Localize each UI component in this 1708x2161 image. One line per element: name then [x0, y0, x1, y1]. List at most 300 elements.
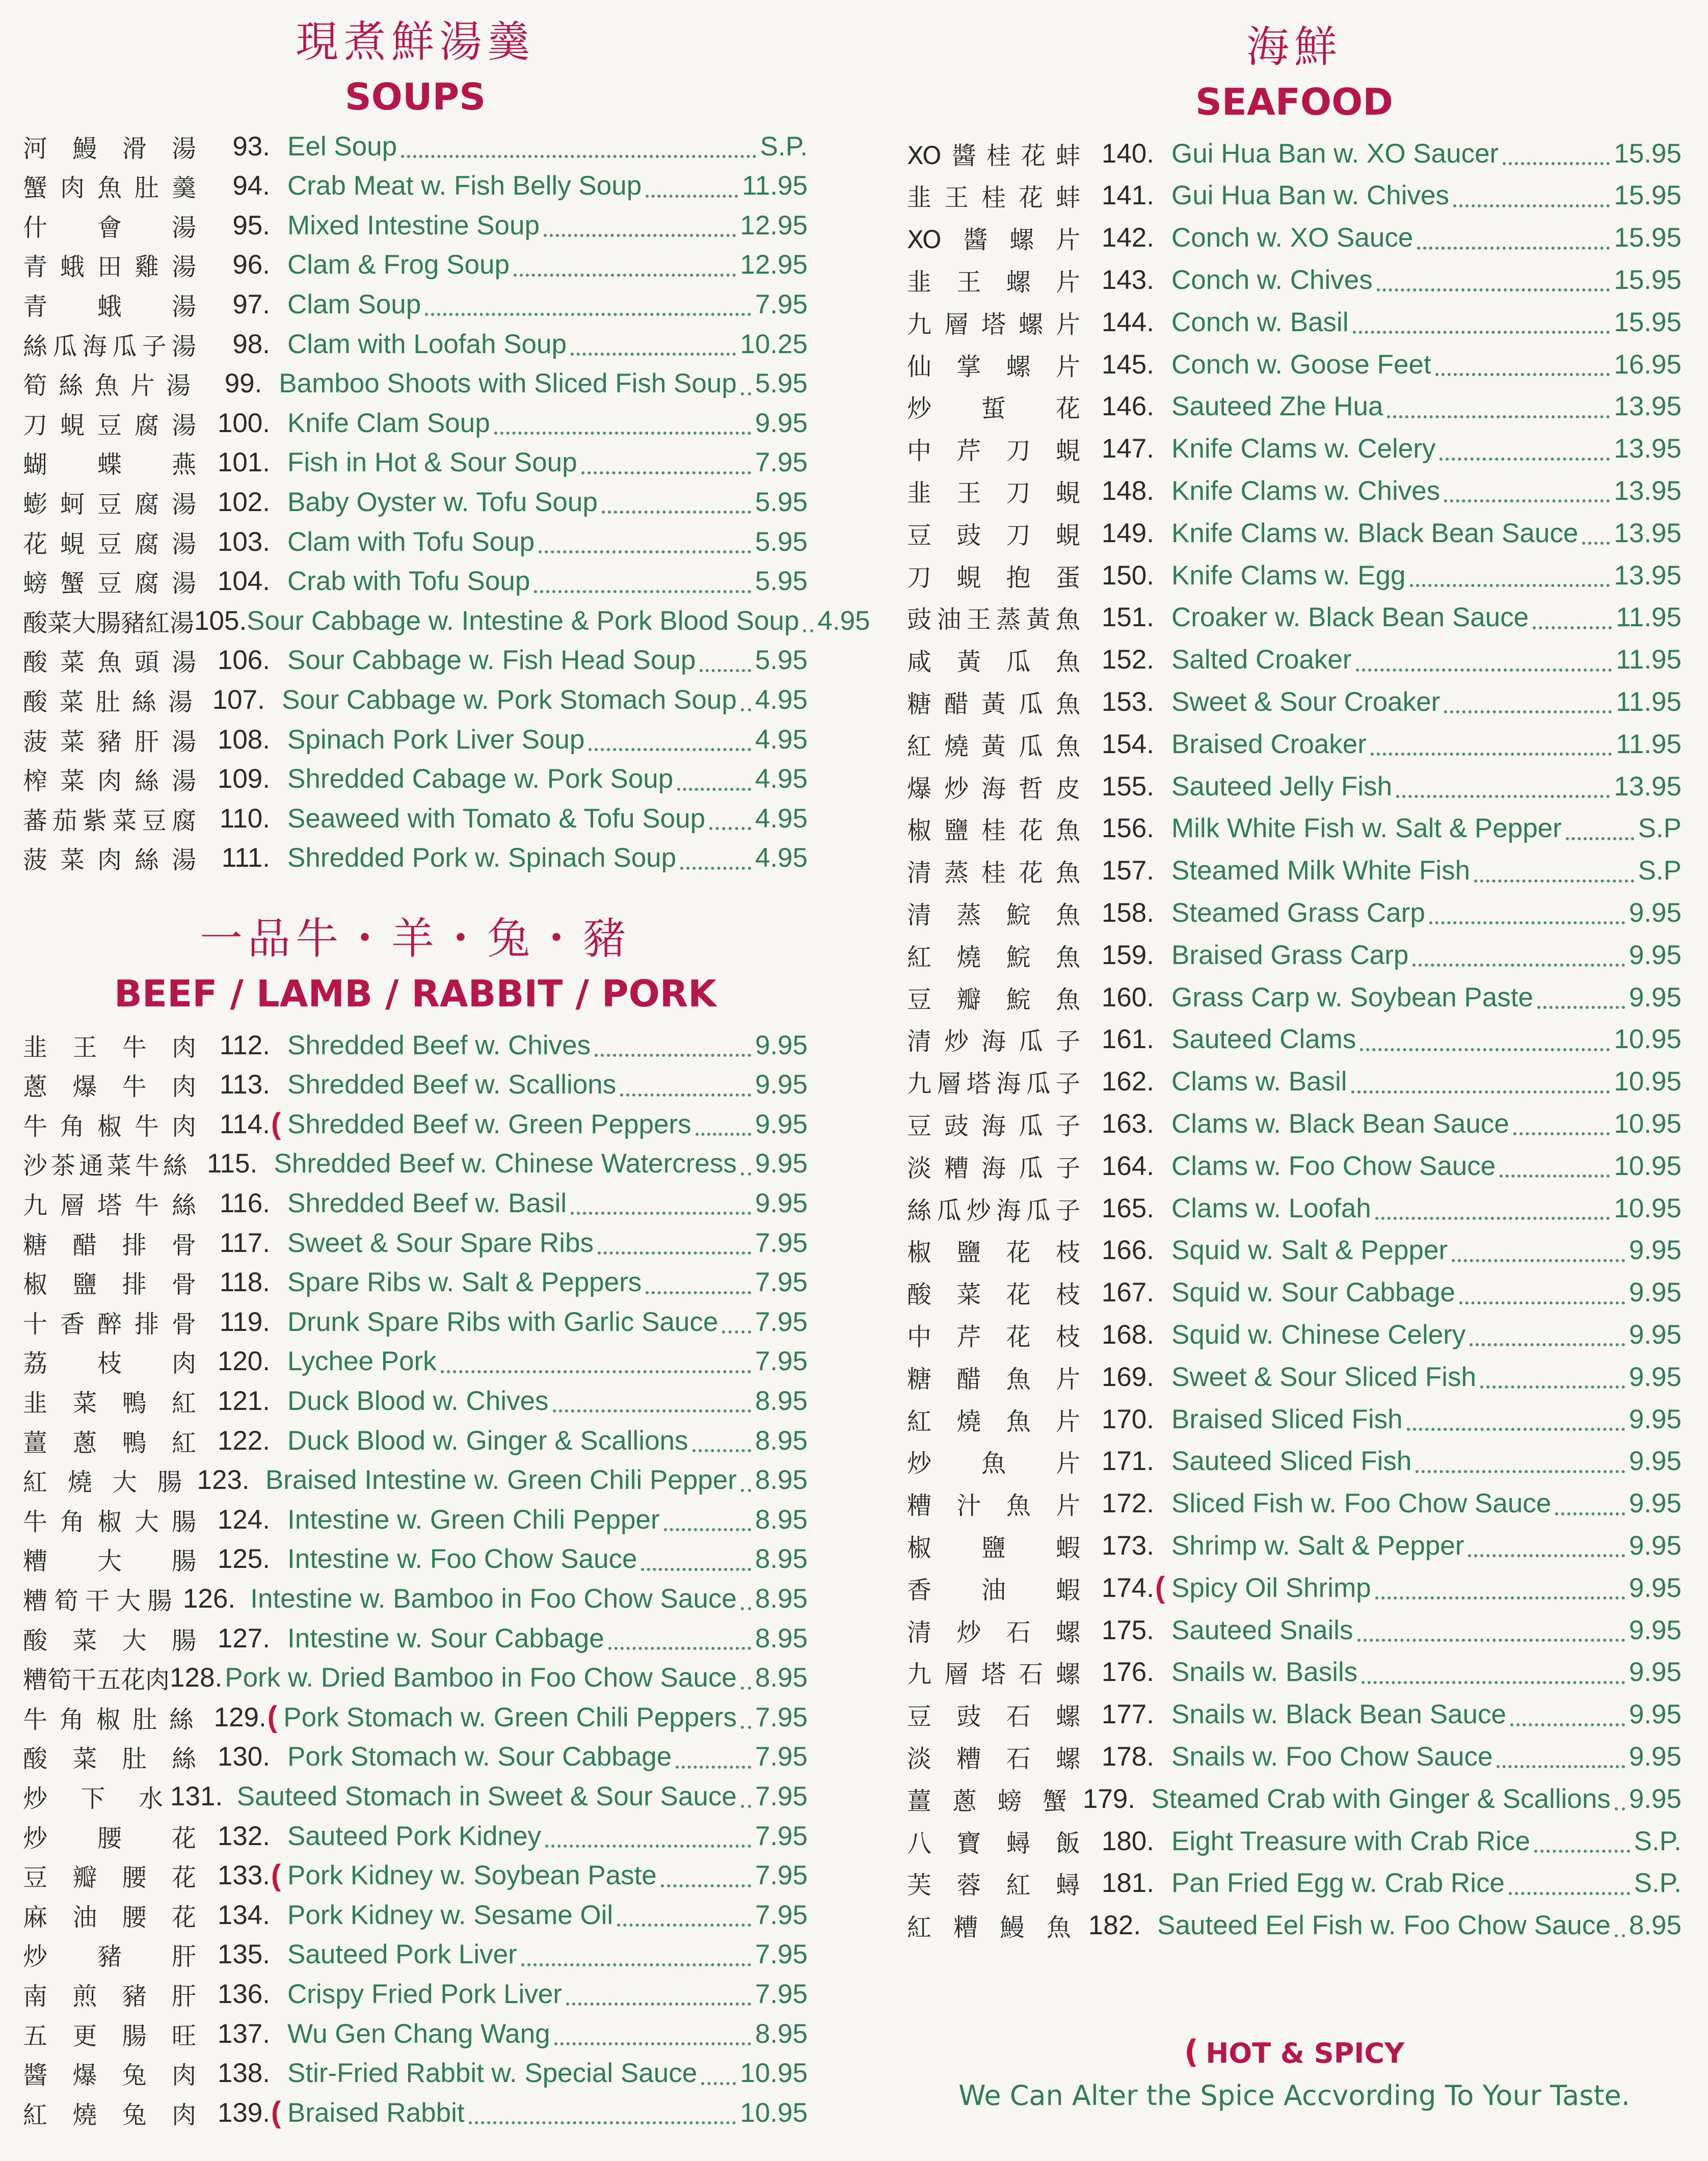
chili-pepper-icon: ( — [1184, 2033, 1199, 2070]
menu-item — [907, 302, 1682, 342]
menu-item — [23, 1500, 808, 1539]
menu-item-number: 154. — [1101, 729, 1154, 759]
menu-item-price: 5.95 — [755, 526, 808, 557]
menu-item-name: Snails w. Black Bean Sauce — [1171, 1699, 1506, 1730]
menu-item-chinese-name: 糟汁魚片 — [907, 1491, 1080, 1520]
menu-item-name: Drunk Spare Ribs with Garlic Sauce — [287, 1306, 718, 1337]
menu-item-name: Clam Soup — [287, 289, 421, 319]
menu-item-number: 165. — [1101, 1193, 1154, 1223]
dot-leader — [425, 292, 751, 316]
menu-item-chinese-name: 椒鹽排骨 — [23, 1270, 196, 1299]
menu-item — [23, 1302, 808, 1342]
menu-item-price: 9.95 — [1629, 1488, 1682, 1519]
menu-item-price: 9.95 — [1629, 1699, 1682, 1730]
beef-title-en: BEEF / LAMB / RABBIT / PORK — [114, 972, 716, 1015]
menu-item-number: 116. — [219, 1188, 270, 1218]
menu-item-chinese-name: 紅燒鯇魚 — [907, 943, 1080, 972]
menu-item-number: 98. — [232, 329, 270, 359]
menu-item-name: Gui Hua Ban w. XO Saucer — [1171, 138, 1499, 169]
menu-item-name: Crab Meat w. Fish Belly Soup — [287, 171, 642, 201]
menu-item-name: Sweet & Sour Spare Ribs — [287, 1228, 594, 1258]
menu-item-chinese-name: 韭菜鴨紅 — [23, 1389, 196, 1418]
menu-item-name: Sweet & Sour Sliced Fish — [1171, 1362, 1476, 1392]
menu-item-price: 9.95 — [755, 1030, 808, 1060]
menu-item-name: Mixed Intestine Soup — [287, 210, 540, 241]
menu-item-chinese-name: 紅燒黃瓜魚 — [907, 732, 1080, 761]
menu-item — [23, 1223, 808, 1263]
menu-item-number: 163. — [1101, 1108, 1154, 1139]
menu-item-name: Croaker w. Black Bean Sauce — [1171, 602, 1529, 633]
menu-item-name: Sauteed Eel Fish w. Foo Chow Sauce — [1157, 1910, 1611, 1941]
menu-item-number: 117. — [219, 1228, 270, 1258]
menu-item-price: 9.95 — [755, 1149, 808, 1179]
menu-item-chinese-name: 椒鹽桂花魚 — [907, 816, 1080, 845]
menu-item — [23, 2014, 808, 2053]
menu-item-number: 112. — [219, 1030, 270, 1060]
menu-item-name: Sauteed Snails — [1171, 1615, 1353, 1645]
menu-item-chinese-name: 酸菜花枝 — [907, 1280, 1080, 1310]
menu-item-name: Steamed Milk White Fish — [1171, 856, 1471, 886]
menu-item-chinese-name: 中芹刀蜆 — [907, 437, 1080, 466]
menu-item-chinese-name: 牛角椒大腸 — [23, 1507, 196, 1536]
menu-item-number: 106. — [217, 645, 270, 676]
menu-item-number: 155. — [1101, 771, 1154, 802]
chili-pepper-icon: ( — [271, 1107, 281, 1141]
menu-item-name: Crab with Tofu Soup — [287, 566, 530, 597]
menu-item — [907, 1357, 1682, 1397]
menu-item-chinese-name: 椒鹽花枝 — [907, 1238, 1080, 1267]
menu-item-number: 122. — [217, 1425, 270, 1456]
menu-item-number: 173. — [1101, 1530, 1154, 1561]
menu-item-chinese-name: 酸菜肚絲 — [23, 1745, 196, 1774]
menu-item — [23, 364, 808, 404]
menu-item-name: Conch w. Chives — [1171, 264, 1373, 295]
menu-item-chinese-name: 牛角椒牛肉 — [23, 1112, 196, 1141]
menu-item — [23, 245, 808, 285]
dot-leader — [1362, 1661, 1625, 1684]
menu-item — [907, 1863, 1682, 1903]
menu-item-chinese-name: 豆豉海瓜子 — [907, 1111, 1080, 1140]
menu-item-price: 10.95 — [1614, 1066, 1682, 1097]
menu-item-chinese-name: 炒魚片 — [907, 1449, 1080, 1478]
dot-leader — [581, 451, 751, 474]
menu-item-name: Eight Treasure with Crab Rice — [1171, 1826, 1531, 1856]
menu-item-number: 103. — [217, 526, 270, 557]
menu-item-name: Steamed Crab with Ginger & Scallions — [1151, 1783, 1611, 1814]
menu-item — [23, 522, 808, 562]
menu-item-number: 142. — [1101, 223, 1154, 253]
dot-leader — [1375, 1196, 1610, 1220]
menu-item-number: 177. — [1101, 1699, 1154, 1730]
dot-leader — [692, 1429, 751, 1452]
menu-item-chinese-name: 豆瓣鯇魚 — [907, 985, 1080, 1014]
dot-leader — [1509, 1872, 1630, 1895]
menu-item-price: 10.95 — [1614, 1108, 1682, 1139]
menu-item-name: Bamboo Shoots with Sliced Fish Soup — [279, 368, 737, 399]
menu-item — [907, 724, 1682, 764]
spicy-legend — [907, 2033, 1682, 2112]
menu-item-name: Pork Kidney w. Soybean Paste — [287, 1860, 657, 1891]
menu-item-price: 11.95 — [1616, 645, 1682, 675]
menu-item-price: 9.95 — [1629, 1530, 1682, 1561]
menu-item-name: Seaweed with Tomato & Tofu Soup — [287, 803, 706, 834]
menu-item — [907, 893, 1682, 932]
menu-item-number: 179. — [1082, 1783, 1136, 1814]
menu-item-name: Shredded Pork w. Spinach Soup — [287, 843, 677, 873]
menu-item-price: 13.95 — [1614, 391, 1682, 422]
menu-item-chinese-name: 筍絲魚片湯 — [23, 371, 191, 401]
menu-item-number: 180. — [1101, 1826, 1154, 1856]
menu-item-chinese-name: 花蜆豆腐湯 — [23, 529, 196, 558]
menu-item — [907, 513, 1682, 553]
menu-item-number: 132. — [217, 1821, 270, 1851]
beef-title-zh: 一品牛・羊・兔・豬 — [199, 914, 631, 964]
menu-item — [23, 205, 808, 245]
menu-item-chinese-name: 炒豬肝 — [23, 1942, 196, 1971]
menu-item-chinese-name: 炒腰花 — [23, 1824, 196, 1853]
dot-leader — [1439, 437, 1610, 461]
menu-item-number: 166. — [1101, 1235, 1154, 1266]
menu-item-chinese-name: 中芹花枝 — [907, 1322, 1080, 1351]
dot-leader — [1474, 859, 1634, 883]
menu-item — [23, 680, 808, 719]
dot-leader — [598, 1231, 751, 1255]
menu-item-price: 4.95 — [817, 605, 870, 636]
dot-leader — [545, 1824, 751, 1848]
menu-item-name: Pork Stomach w. Green Chili Peppers — [283, 1702, 737, 1732]
menu-item-name: Braised Rabbit — [287, 2097, 465, 2128]
menu-item — [907, 1610, 1682, 1650]
menu-item-name: Squid w. Salt & Pepper — [1171, 1235, 1448, 1266]
menu-item-chinese-name: 蕃茄紫菜豆腐 — [23, 806, 196, 835]
menu-item — [907, 387, 1682, 426]
menu-item-price: 8.95 — [755, 1663, 808, 1693]
menu-item-chinese-name: XO醬桂花蚌 — [907, 141, 1080, 170]
menu-item-number: 172. — [1101, 1488, 1154, 1519]
menu-item-name: Sour Cabbage w. Intestine & Pork Blood Soup — [247, 605, 799, 636]
menu-item — [23, 1737, 808, 1777]
dot-leader — [741, 688, 751, 711]
dot-leader — [741, 1152, 751, 1176]
menu-item-number: 171. — [1101, 1446, 1154, 1477]
menu-item — [23, 324, 808, 364]
dot-leader — [1480, 1365, 1625, 1389]
menu-item-price: S.P — [1638, 856, 1682, 886]
menu-item — [907, 1779, 1682, 1819]
menu-item-chinese-name: 豆豉石螺 — [907, 1702, 1080, 1731]
menu-item-chinese-name: 酸菜大腸豬紅湯 — [23, 608, 195, 637]
menu-item-chinese-name: 九層塔石螺 — [907, 1660, 1080, 1689]
menu-item-number: 138. — [217, 2058, 270, 2089]
menu-item-number: 144. — [1101, 307, 1154, 337]
menu-item-number: 128. — [170, 1663, 223, 1693]
menu-item-name: Clams w. Basil — [1171, 1066, 1347, 1097]
menu-item — [23, 1381, 808, 1421]
dot-leader — [700, 649, 751, 672]
menu-item-price: S.P. — [1634, 1826, 1682, 1856]
menu-item-number: 176. — [1101, 1657, 1154, 1688]
menu-item-name: Clam & Frog Soup — [287, 250, 510, 280]
menu-item-name: Sour Cabbage w. Fish Head Soup — [287, 645, 696, 676]
seafood-title-en: SEAFOOD — [1195, 81, 1394, 123]
menu-item-price: 5.95 — [755, 645, 808, 676]
menu-item-number: 168. — [1101, 1319, 1154, 1350]
menu-item-chinese-name: 淡糟石螺 — [907, 1744, 1080, 1773]
menu-item-chinese-name: 蟛蚵豆腐湯 — [23, 490, 196, 519]
menu-item-chinese-name: 糖醋魚片 — [907, 1365, 1080, 1394]
menu-item-name: Sauteed Jelly Fish — [1171, 771, 1393, 802]
menu-item-number: 110. — [219, 803, 270, 834]
menu-item-price: 8.95 — [755, 1385, 808, 1416]
menu-item — [23, 1697, 808, 1737]
menu-item-name: Shredded Beef w. Basil — [287, 1188, 567, 1218]
menu-item-price: 4.95 — [755, 684, 808, 715]
dot-leader — [553, 1389, 751, 1412]
menu-item-name: Crispy Fried Pork Liver — [287, 1979, 562, 2009]
menu-item-chinese-name: 椒鹽蝦 — [907, 1533, 1080, 1562]
menu-item — [907, 1652, 1682, 1692]
menu-item-name: Braised Grass Carp — [1171, 940, 1409, 970]
menu-item-name: Clam with Loofah Soup — [287, 329, 567, 359]
menu-item-price: S.P. — [1634, 1868, 1682, 1899]
dot-leader — [1387, 395, 1610, 418]
menu-item-name: Grass Carp w. Soybean Paste — [1171, 982, 1533, 1012]
menu-item-name: Clam with Tofu Soup — [287, 526, 535, 557]
dot-leader — [620, 1073, 751, 1097]
menu-item-number: 152. — [1101, 645, 1154, 675]
dot-leader — [1566, 817, 1634, 840]
menu-item-name: Knife Clam Soup — [287, 408, 490, 438]
menu-item-name: Sauteed Sliced Fish — [1171, 1446, 1412, 1477]
menu-item — [23, 443, 808, 483]
menu-item-name: Steamed Grass Carp — [1171, 897, 1425, 928]
menu-item-price: 13.95 — [1614, 560, 1682, 591]
menu-item-chinese-name: 河鰻滑湯 — [23, 134, 196, 163]
dot-leader — [803, 609, 813, 632]
dot-leader — [1582, 521, 1610, 545]
menu-item-name: Intestine w. Foo Chow Sauce — [287, 1544, 637, 1575]
menu-item-price: 7.95 — [755, 447, 808, 478]
menu-item-number: 115. — [207, 1149, 258, 1179]
dot-leader — [741, 1587, 751, 1610]
menu-item — [907, 218, 1682, 258]
dot-leader — [1353, 310, 1610, 334]
menu-item-price: 7.95 — [755, 1702, 808, 1732]
menu-item-price: 4.95 — [755, 724, 808, 755]
chili-pepper-icon: ( — [1155, 1571, 1165, 1605]
dot-leader — [741, 1469, 751, 1492]
menu-item-number: 175. — [1101, 1615, 1154, 1645]
dot-leader — [741, 1784, 751, 1808]
menu-item-chinese-name: 五更腸旺 — [23, 2021, 196, 2050]
menu-item-chinese-name: 十香醉排骨 — [23, 1310, 196, 1339]
menu-item-price: 9.95 — [1629, 1277, 1682, 1308]
menu-item-name: Shredded Cabage w. Pork Soup — [287, 764, 674, 794]
menu-item-price: 10.95 — [740, 2097, 808, 2128]
dot-leader — [1351, 1070, 1610, 1093]
menu-item-number: 143. — [1101, 264, 1154, 295]
soups-title-zh: 現煮鮮湯羹 — [295, 17, 535, 67]
menu-item-number: 160. — [1101, 982, 1154, 1012]
menu-item-number: 145. — [1101, 349, 1154, 380]
menu-item-name: Spinach Pork Liver Soup — [287, 724, 585, 755]
menu-item — [907, 1399, 1682, 1439]
menu-item-chinese-name: 咸黃瓜魚 — [907, 648, 1080, 677]
menu-item-price: 13.95 — [1614, 475, 1682, 506]
menu-item-name: Braised Intestine w. Green Chili Pepper — [265, 1465, 737, 1496]
menu-item-chinese-name: 酸菜魚頭湯 — [23, 648, 196, 677]
menu-item-price: 7.95 — [755, 1860, 808, 1891]
menu-item-number: 148. — [1101, 475, 1154, 506]
menu-item-price: 5.95 — [755, 487, 808, 517]
menu-item-chinese-name: 芙蓉紅蟳 — [907, 1871, 1080, 1900]
menu-item-chinese-name: 爆炒海哲皮 — [907, 774, 1080, 803]
menu-item-chinese-name: 韭王刀蜆 — [907, 478, 1080, 508]
menu-item-name: Intestine w. Green Chili Pepper — [287, 1504, 660, 1535]
dot-leader — [1459, 1281, 1625, 1304]
menu-item — [907, 1273, 1682, 1313]
menu-item-chinese-name: 淡糟海瓜子 — [907, 1154, 1080, 1183]
dot-leader — [401, 135, 756, 158]
menu-item — [907, 176, 1682, 216]
dot-leader — [677, 767, 751, 791]
menu-item-number: 95. — [232, 210, 270, 241]
menu-item-price: 9.95 — [1629, 1615, 1682, 1645]
menu-item-number: 170. — [1101, 1404, 1154, 1434]
menu-item-number: 156. — [1101, 813, 1154, 844]
dot-leader — [1360, 1028, 1610, 1051]
menu-item-chinese-name: 青蛾湯 — [23, 292, 196, 321]
spice-note: We Can Alter the Spice Accvording To Your Taste. — [958, 2079, 1630, 2112]
menu-item-number: 161. — [1101, 1024, 1154, 1055]
menu-item-price: 9.95 — [1629, 1657, 1682, 1688]
menu-item — [23, 482, 808, 522]
menu-item-chinese-name: 紅燒魚片 — [907, 1407, 1080, 1436]
menu-item — [907, 1104, 1682, 1143]
dot-leader — [664, 1508, 751, 1531]
menu-item-price: 10.95 — [1614, 1151, 1682, 1181]
dot-leader — [1444, 690, 1612, 713]
menu-item-chinese-name: 薑蔥鴨紅 — [23, 1428, 196, 1457]
menu-item-number: 104. — [217, 566, 270, 597]
dot-leader — [680, 846, 751, 870]
chili-pepper-icon: ( — [271, 2096, 281, 2129]
menu-item-price: 9.95 — [1629, 1404, 1682, 1434]
menu-item-price: 7.95 — [755, 1781, 808, 1811]
menu-item-chinese-name: 什會湯 — [23, 213, 196, 242]
menu-item-name: Intestine w. Bamboo in Foo Chow Sauce — [250, 1583, 737, 1614]
dot-leader — [1555, 1492, 1625, 1515]
menu-item — [907, 1906, 1682, 1945]
menu-item-number: 119. — [219, 1306, 270, 1337]
menu-item-number: 130. — [217, 1742, 270, 1772]
dot-leader — [741, 1666, 751, 1690]
menu-item-price: 9.95 — [755, 1109, 808, 1139]
menu-item — [907, 851, 1682, 891]
menu-item — [23, 1342, 808, 1381]
dot-leader — [1444, 479, 1610, 502]
menu-item — [23, 1144, 808, 1184]
menu-item-chinese-name: 酸菜肚絲湯 — [23, 687, 193, 716]
menu-item-chinese-name: 清蒸桂花魚 — [907, 859, 1080, 888]
menu-item-chinese-name: 香油蝦 — [907, 1576, 1080, 1605]
dot-leader — [641, 1548, 751, 1571]
dot-leader — [1375, 1576, 1625, 1599]
menu-item — [907, 1737, 1682, 1776]
menu-item-number: 140. — [1101, 138, 1154, 169]
menu-item-price: 4.95 — [755, 803, 808, 834]
menu-item-name: Spicy Oil Shrimp — [1171, 1572, 1371, 1603]
menu-item-number: 108. — [217, 724, 270, 755]
dot-leader — [1615, 1914, 1625, 1937]
dot-leader — [494, 411, 751, 435]
menu-item-name: Pork Stomach w. Sour Cabbage — [287, 1742, 672, 1772]
menu-item-chinese-name: 酸菜大腸 — [23, 1626, 196, 1655]
menu-item-name: Baby Oyster w. Tofu Soup — [287, 487, 598, 517]
menu-item — [907, 640, 1682, 680]
menu-item-name: Wu Gen Chang Wang — [287, 2018, 550, 2049]
menu-item — [23, 1263, 808, 1302]
menu-item-name: Pork w. Dried Bamboo in Foo Chow Sauce — [225, 1663, 737, 1693]
menu-item-number: 101. — [217, 447, 270, 478]
dot-leader — [741, 372, 751, 395]
menu-item — [23, 1816, 808, 1856]
menu-item-name: Gui Hua Ban w. Chives — [1171, 180, 1449, 211]
menu-item-price: 9.95 — [1629, 1235, 1682, 1266]
menu-item-number: 162. — [1101, 1066, 1154, 1097]
menu-item-name: Sauteed Zhe Hua — [1171, 391, 1383, 422]
menu-item-name: Knife Clams w. Black Bean Sauce — [1171, 518, 1579, 548]
menu-item — [23, 1974, 808, 2014]
dot-leader — [514, 253, 736, 277]
menu-item — [907, 429, 1682, 469]
menu-item-price: 7.95 — [755, 1306, 808, 1337]
menu-item-chinese-name: 清炒海瓜子 — [907, 1027, 1080, 1056]
menu-item-name: Conch w. Basil — [1171, 307, 1349, 337]
menu-item-number: 164. — [1101, 1151, 1154, 1181]
menu-item-chinese-name: 牛角椒肚絲 — [23, 1705, 194, 1734]
menu-item-name: Snails w. Foo Chow Sauce — [1171, 1741, 1493, 1772]
dot-leader — [1533, 606, 1612, 629]
menu-item-chinese-name: 清炒石螺 — [907, 1618, 1080, 1647]
menu-item-name: Shredded Beef w. Chives — [287, 1030, 591, 1060]
seafood-title-zh: 海鮮 — [1246, 22, 1342, 72]
menu-item-chinese-name: 糟筍干五花肉 — [23, 1666, 170, 1695]
dot-leader — [617, 1903, 751, 1927]
dot-leader — [676, 1745, 751, 1769]
menu-item-price: 13.95 — [1614, 434, 1682, 464]
menu-item-name: Shredded Beef w. Green Peppers — [287, 1109, 691, 1139]
menu-item-chinese-name: 麻油腰花 — [23, 1903, 196, 1932]
menu-item — [907, 1695, 1682, 1735]
menu-item-chinese-name: 青蛾田雞湯 — [23, 253, 196, 282]
menu-item-chinese-name: 九層塔螺片 — [907, 310, 1080, 339]
dot-leader — [1416, 1450, 1624, 1473]
menu-item-price: 5.95 — [755, 566, 808, 597]
hot-spicy-text: HOT & SPICY — [1206, 2037, 1405, 2069]
menu-item-number: 136. — [217, 1979, 270, 2009]
menu-item-name: Fish in Hot & Sour Soup — [287, 447, 577, 478]
dot-leader — [696, 1112, 751, 1136]
menu-item — [23, 1065, 808, 1105]
menu-item-price: 9.95 — [1629, 1319, 1682, 1350]
menu-item-number: 127. — [217, 1623, 270, 1653]
menu-item-name: Duck Blood w. Ginger & Scallions — [287, 1425, 688, 1456]
menu-item — [23, 1618, 808, 1658]
dot-leader — [1503, 142, 1610, 165]
dot-leader — [1615, 1787, 1625, 1810]
menu-item-number: 174. — [1101, 1572, 1154, 1603]
